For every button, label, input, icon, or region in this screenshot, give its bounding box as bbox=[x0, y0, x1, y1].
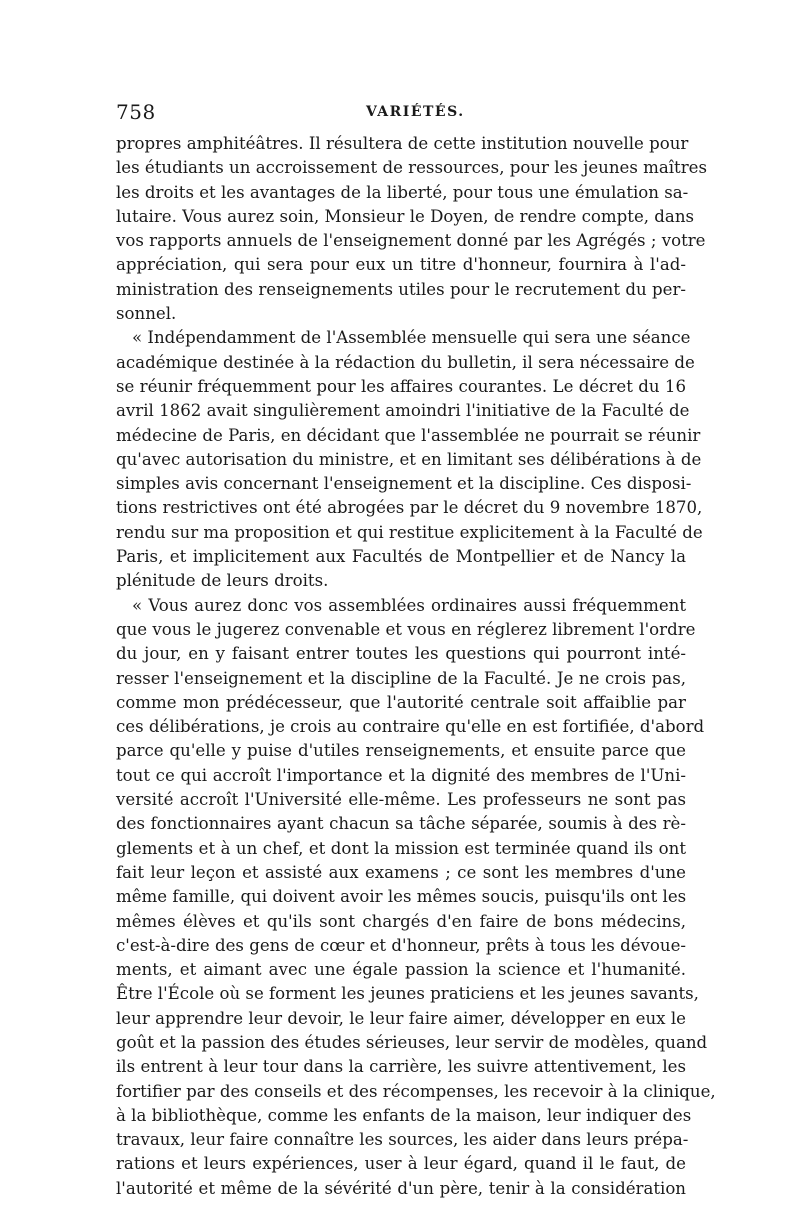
text-line: parce qu'elle y puise d'utiles renseignements, et ensuite parce que bbox=[116, 741, 686, 761]
text-line: se réunir fréquemment pour les affaires courantes. Le décret du 16 bbox=[116, 376, 686, 396]
text-line: Être l'École où se forment les jeunes praticiens et les jeunes savants, bbox=[116, 984, 699, 1004]
text-line: médecine de Paris, en décidant que l'assemblée ne pourrait se réunir bbox=[116, 425, 701, 445]
text-line: ministration des renseignements utiles pour le recrutement du per- bbox=[116, 279, 686, 299]
text-line: académique destinée à la rédaction du bulletin, il sera nécessaire de bbox=[116, 352, 695, 372]
text-line: appréciation, qui sera pour eux un titre d'honneur, fournira à l'ad- bbox=[116, 255, 686, 275]
text-line: rations et leurs expériences, user à leur égard, quand il le faut, de bbox=[116, 1154, 686, 1174]
text-line: leur apprendre leur devoir, le leur faire aimer, développer en eux le bbox=[116, 1008, 686, 1028]
running-head: VARIÉTÉS. bbox=[366, 104, 465, 120]
text-line: tions restrictives ont été abrogées par le décret du 9 novembre 1870, bbox=[116, 498, 703, 518]
text-line: rendu sur ma proposition et qui restitue explicitement à la Faculté de bbox=[116, 522, 703, 542]
text-line: fortifier par des conseils et des récompenses, les recevoir à la clinique, bbox=[116, 1081, 716, 1101]
text-line: tout ce qui accroît l'importance et la dignité des membres de l'Uni- bbox=[116, 765, 686, 785]
text-line: à la bibliothèque, comme les enfants de la maison, leur indiquer des bbox=[116, 1105, 692, 1125]
page-number: 758 bbox=[116, 100, 156, 124]
text-line: plénitude de leurs droits. bbox=[116, 571, 329, 591]
text-line: propres amphitéâtres. Il résultera de cette institution nouvelle pour bbox=[116, 134, 689, 153]
text-line: ments, et aimant avec une égale passion la science et l'humanité. bbox=[116, 960, 686, 980]
text-line: versité accroît l'Université elle-même. Les professeurs ne sont pas bbox=[116, 790, 686, 810]
text-line: que vous le jugerez convenable et vous en réglerez librement l'ordre bbox=[116, 619, 696, 639]
text-line: les droits et les avantages de la liberté, pour tous une émulation sa- bbox=[116, 182, 689, 202]
text-line: du jour, en y faisant entrer toutes les questions qui pourront inté- bbox=[116, 644, 686, 664]
text-line: des fonctionnaires ayant chacun sa tâche séparée, soumis à des rè- bbox=[116, 814, 686, 834]
text-line: ces délibérations, je crois au contraire qu'elle en est fortifiée, d'abord bbox=[116, 717, 705, 737]
text-line: même famille, qui doivent avoir les mêmes soucis, puisqu'ils ont les bbox=[116, 887, 687, 907]
text-line: avril 1862 avait singulièrement amoindri l'initiative de la Faculté de bbox=[116, 401, 690, 421]
text-line: les étudiants un accroissement de ressources, pour les jeunes maîtres bbox=[116, 158, 707, 178]
text-line: glements et à un chef, et dont la mission est terminée quand ils ont bbox=[116, 838, 686, 858]
body-text bbox=[116, 132, 716, 1201]
text-line: travaux, leur faire connaître les sources, les aider dans leurs prépa- bbox=[116, 1130, 689, 1150]
paragraph-start-line: « Vous aurez donc vos assemblées ordinaires aussi fréquemment bbox=[132, 595, 686, 615]
text-line: ils entrent à leur tour dans la carrière, les suivre attentivement, les bbox=[116, 1057, 686, 1077]
text-line: c'est-à-dire des gens de cœur et d'honneur, prêts à tous les dévoue- bbox=[116, 935, 686, 955]
text-line: simples avis concernant l'enseignement et la discipline. Ces disposi- bbox=[116, 474, 692, 494]
text-line: comme mon prédécesseur, que l'autorité centrale soit affaiblie par bbox=[116, 692, 686, 712]
text-line: goût et la passion des études sérieuses, leur servir de modèles, quand bbox=[116, 1032, 708, 1052]
text-line: Paris, et implicitement aux Facultés de Montpellier et de Nancy la bbox=[116, 547, 686, 567]
page-header bbox=[116, 100, 686, 126]
paragraph-start-line: « Indépendamment de l'Assemblée mensuelle qui sera une séance bbox=[132, 328, 691, 348]
text-line: lutaire. Vous aurez soin, Monsieur le Doyen, de rendre compte, dans bbox=[116, 206, 695, 226]
text-line: sonnel. bbox=[116, 304, 177, 324]
text-line: mêmes élèves et qu'ils sont chargés d'en faire de bons médecins, bbox=[116, 911, 686, 931]
text-line: resser l'enseignement et la discipline de la Faculté. Je ne crois pas, bbox=[116, 668, 686, 688]
text-line: fait leur leçon et assisté aux examens ; ce sont les membres d'une bbox=[116, 862, 686, 882]
text-line: l'autorité et même de la sévérité d'un père, tenir à la considération bbox=[116, 1178, 686, 1198]
text-line: qu'avec autorisation du ministre, et en limitant ses délibérations à de bbox=[116, 449, 702, 469]
text-line: vos rapports annuels de l'enseignement donné par les Agrégés ; votre bbox=[116, 231, 706, 251]
